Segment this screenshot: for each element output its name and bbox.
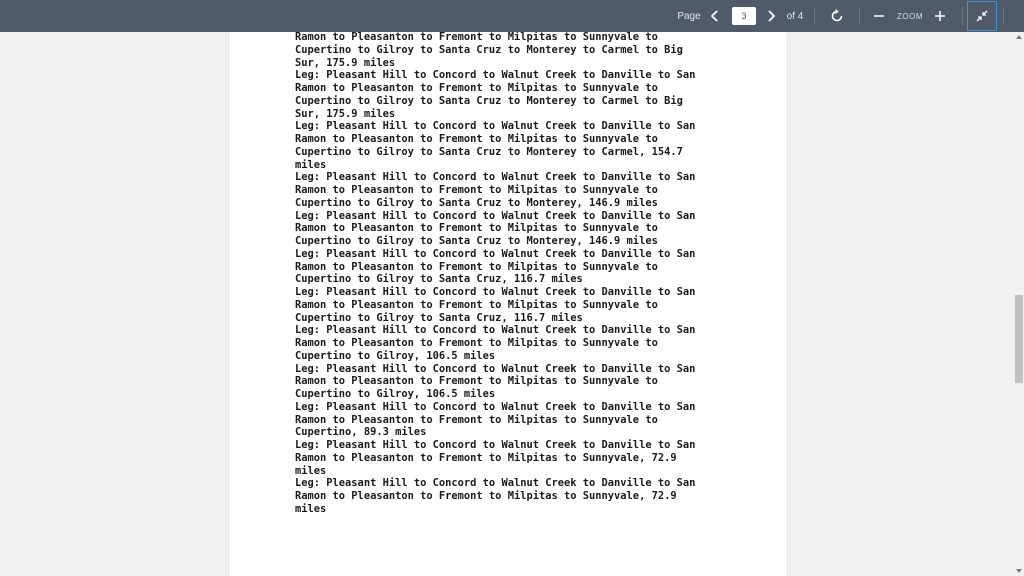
- minus-icon: [873, 10, 885, 22]
- toolbar-divider: [1003, 7, 1004, 25]
- text-line: Ramon to Pleasanton to Fremont to Milpitas to Sunnyvale to: [295, 82, 658, 94]
- text-line: Sur, 175.9 miles: [295, 56, 396, 69]
- rotate-button[interactable]: [826, 0, 848, 32]
- text-line: Ramon to Pleasanton to Fremont to Milpitas to Sunnyvale, 72.9: [295, 490, 677, 502]
- text-line: Ramon to Pleasanton to Fremont to Milpitas to Sunnyvale to: [295, 184, 658, 196]
- text-line: Leg: Pleasant Hill to Concord to Walnut Creek to Danville to San: [295, 324, 696, 337]
- text-line: Ramon to Pleasanton to Fremont to Milpitas to Sunnyvale to: [295, 375, 658, 388]
- text-line: Cupertino to Gilroy to Santa Cruz to Monterey, 146.9 miles: [295, 235, 658, 247]
- text-line: Leg: Pleasant Hill to Concord to Walnut Creek to Danville to San: [295, 120, 696, 133]
- text-line: Ramon to Pleasanton to Fremont to Milpitas to Sunnyvale to: [295, 298, 658, 311]
- text-line: Ramon to Pleasanton to Fremont to Milpitas to Sunnyvale to: [295, 133, 658, 145]
- text-line: Ramon to Pleasanton to Fremont to Milpitas to Sunnyvale to: [295, 260, 658, 273]
- text-line: Leg: Pleasant Hill to Concord to Walnut Creek to Danville to San: [295, 362, 696, 375]
- toolbar-divider: [962, 7, 963, 25]
- text-line: Sur, 175.9 miles: [295, 107, 396, 120]
- text-line: Cupertino to Gilroy to Santa Cruz to Monterey to Carmel to Big: [295, 94, 683, 107]
- page-label: Page: [677, 10, 701, 22]
- toolbar-divider: [814, 7, 815, 25]
- prev-page-button[interactable]: [706, 0, 724, 32]
- text-line: Cupertino to Gilroy to Santa Cruz to Monterey, 146.9 miles: [295, 196, 658, 209]
- text-line: Leg: Pleasant Hill to Concord to Walnut Creek to Danville to San: [295, 171, 696, 184]
- zoom-in-button[interactable]: [930, 0, 950, 32]
- chevron-left-icon: [710, 9, 720, 23]
- toolbar-divider: [859, 7, 860, 25]
- page-text: [295, 32, 735, 516]
- text-line: Cupertino to Gilroy, 106.5 miles: [295, 349, 496, 362]
- text-line: miles: [295, 158, 327, 171]
- next-page-button[interactable]: [762, 0, 780, 32]
- caret-up-icon: [1016, 35, 1022, 39]
- page-count: of 4: [786, 10, 804, 22]
- text-line: miles: [295, 464, 327, 477]
- text-line: Leg: Pleasant Hill to Concord to Walnut Creek to Danville to San: [295, 477, 696, 490]
- vertical-scrollbar[interactable]: [1014, 32, 1024, 576]
- text-line: Ramon to Pleasanton to Fremont to Milpitas to Sunnyvale to: [295, 413, 658, 426]
- text-line: Cupertino to Gilroy, 106.5 miles: [295, 388, 496, 400]
- text-line: Leg: Pleasant Hill to Concord to Walnut Creek to Danville to San: [295, 247, 696, 260]
- text-line: Ramon to Pleasanton to Fremont to Milpitas to Sunnyvale to: [295, 222, 658, 235]
- document-viewport[interactable]: [0, 32, 1014, 576]
- page-number-input[interactable]: [732, 7, 756, 25]
- collapse-icon: [976, 10, 988, 22]
- text-line: Ramon to Pleasanton to Fremont to Milpitas to Sunnyvale, 72.9: [295, 451, 677, 464]
- zoom-out-button[interactable]: [870, 0, 888, 32]
- text-line: Leg: Pleasant Hill to Concord to Walnut Creek to Danville to San: [295, 439, 696, 451]
- scroll-up-button[interactable]: [1014, 32, 1024, 42]
- text-line: Leg: Pleasant Hill to Concord to Walnut Creek to Danville to San: [295, 69, 696, 82]
- zoom-label: ZOOM: [897, 11, 923, 21]
- text-line: miles: [295, 502, 327, 515]
- plus-icon: [934, 10, 946, 22]
- caret-down-icon: [1016, 569, 1022, 573]
- pdf-page: [228, 32, 788, 576]
- scroll-thumb[interactable]: [1015, 295, 1023, 383]
- scroll-down-button[interactable]: [1014, 566, 1024, 576]
- text-line: Leg: Pleasant Hill to Concord to Walnut Creek to Danville to San: [295, 209, 696, 222]
- text-line: Ramon to Pleasanton to Fremont to Milpitas to Sunnyvale to: [295, 337, 658, 349]
- text-line: Cupertino, 89.3 miles: [295, 426, 427, 439]
- chevron-right-icon: [766, 9, 776, 23]
- pdf-toolbar: [0, 0, 1024, 32]
- text-line: Leg: Pleasant Hill to Concord to Walnut Creek to Danville to San: [295, 400, 696, 413]
- text-line: Leg: Pleasant Hill to Concord to Walnut Creek to Danville to San: [295, 286, 696, 298]
- text-line: Ramon to Pleasanton to Fremont to Milpitas to Sunnyvale to: [295, 32, 658, 43]
- text-line: Cupertino to Gilroy to Santa Cruz, 116.7 miles: [295, 273, 583, 286]
- text-line: Cupertino to Gilroy to Santa Cruz to Monterey to Carmel, 154.7: [295, 145, 683, 158]
- fit-page-button[interactable]: [967, 1, 997, 31]
- rotate-icon: [830, 9, 844, 23]
- text-line: Cupertino to Gilroy to Santa Cruz to Monterey to Carmel to Big: [295, 43, 683, 56]
- text-line: Cupertino to Gilroy to Santa Cruz, 116.7 miles: [295, 311, 583, 324]
